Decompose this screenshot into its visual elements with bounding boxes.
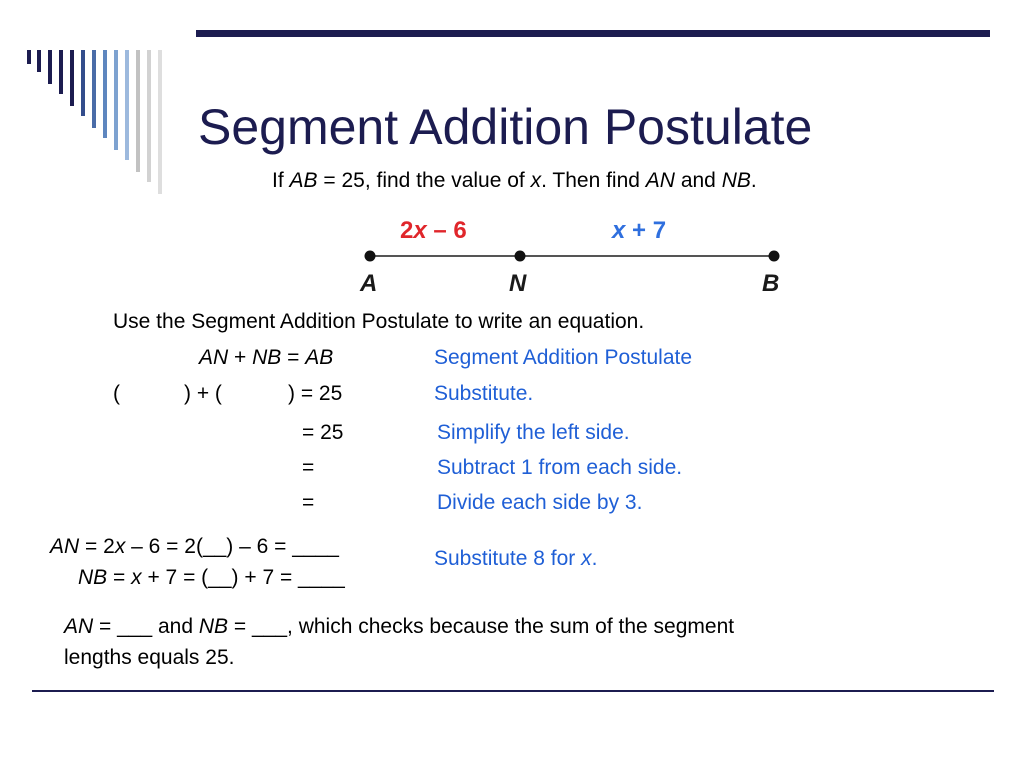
- deco-bar: [147, 50, 151, 182]
- prompt-var-x: x: [530, 169, 542, 192]
- point-label-a: A: [360, 270, 378, 297]
- deco-bar: [48, 50, 52, 84]
- prompt-text: = 25, find the value of: [317, 169, 531, 192]
- eq-paren: ) + (: [184, 382, 222, 405]
- note-var-x: x: [581, 547, 592, 570]
- expr-const: + 7: [625, 217, 667, 244]
- step-equation: =: [302, 456, 315, 479]
- step-note: Subtract 1 from each side.: [437, 456, 683, 479]
- eq-paren: (: [113, 382, 120, 405]
- eval-var-x: x: [131, 566, 142, 589]
- deco-bar: [37, 50, 41, 72]
- expr-var-x: x: [612, 217, 626, 244]
- deco-bar: [114, 50, 118, 150]
- step-note: Substitute.: [434, 382, 534, 405]
- eq-paren: ) = 25: [288, 382, 343, 405]
- deco-bar: [70, 50, 74, 106]
- concl-var-an: AN: [64, 615, 94, 638]
- eq-var-ab: AB: [305, 346, 334, 369]
- eval-text: = 2: [79, 535, 115, 558]
- expr-coef: 2: [400, 217, 414, 244]
- step-equation: [113, 382, 343, 406]
- point-label-n: N: [509, 270, 527, 297]
- eval-text: + 7 = (__) + 7 = ____: [141, 566, 345, 589]
- conclusion-line-1: [64, 615, 734, 639]
- deco-bar: [103, 50, 107, 138]
- eval-var-nb: NB: [78, 566, 108, 589]
- prompt-var-an: AN: [645, 169, 675, 192]
- step-equation: =: [302, 491, 315, 514]
- prompt-text: . Then find: [541, 169, 646, 192]
- deco-bar: [136, 50, 140, 172]
- prompt-var-ab: AB: [289, 169, 318, 192]
- prompt-text: If: [272, 169, 290, 192]
- deco-bar: [92, 50, 96, 128]
- problem-prompt: [272, 169, 757, 193]
- bottom-rule: [32, 690, 994, 692]
- eq-op: +: [228, 346, 253, 369]
- point-n-dot: [515, 251, 526, 262]
- concl-text: = ___ and: [93, 615, 199, 638]
- expr-const: – 6: [426, 217, 467, 244]
- eq-var-an: AN: [199, 346, 229, 369]
- eq-op: =: [281, 346, 306, 369]
- point-b-dot: [769, 251, 780, 262]
- deco-bar: [158, 50, 162, 194]
- instruction-text: Use the Segment Addition Postulate to write an equation.: [113, 310, 645, 333]
- note-text: .: [591, 547, 598, 570]
- an-evaluation: [50, 535, 339, 559]
- step-equation: [199, 346, 333, 370]
- right-segment-expression: [612, 217, 666, 245]
- concl-var-nb: NB: [198, 615, 229, 638]
- eq-var-nb: NB: [252, 346, 282, 369]
- prompt-text: and: [674, 169, 722, 192]
- nb-evaluation: [78, 566, 345, 590]
- note-text: Substitute 8 for: [434, 547, 582, 570]
- expr-var-x: x: [413, 217, 427, 244]
- deco-bar: [125, 50, 129, 160]
- concl-text: = ___, which checks because the sum of the segment: [228, 615, 735, 638]
- page-title: Segment Addition Postulate: [198, 99, 813, 155]
- prompt-var-nb: NB: [721, 169, 751, 192]
- eval-var-x: x: [114, 535, 126, 558]
- eval-text: – 6 = 2(__) – 6 = ____: [125, 535, 339, 558]
- point-a-dot: [365, 251, 376, 262]
- conclusion-line-2: lengths equals 25.: [64, 646, 235, 669]
- top-rule: [196, 30, 990, 37]
- point-label-b: B: [762, 270, 780, 297]
- eval-text: =: [107, 566, 132, 589]
- deco-bar: [59, 50, 63, 94]
- step-note: Simplify the left side.: [437, 421, 630, 444]
- step-equation: = 25: [302, 421, 344, 444]
- deco-bar: [27, 50, 31, 64]
- eval-var-an: AN: [50, 535, 80, 558]
- substitute-note: [434, 547, 597, 571]
- deco-bar: [81, 50, 85, 116]
- step-note: Segment Addition Postulate: [434, 346, 693, 369]
- step-note: Divide each side by 3.: [437, 491, 643, 514]
- prompt-text: .: [750, 169, 757, 192]
- left-segment-expression: [400, 217, 467, 245]
